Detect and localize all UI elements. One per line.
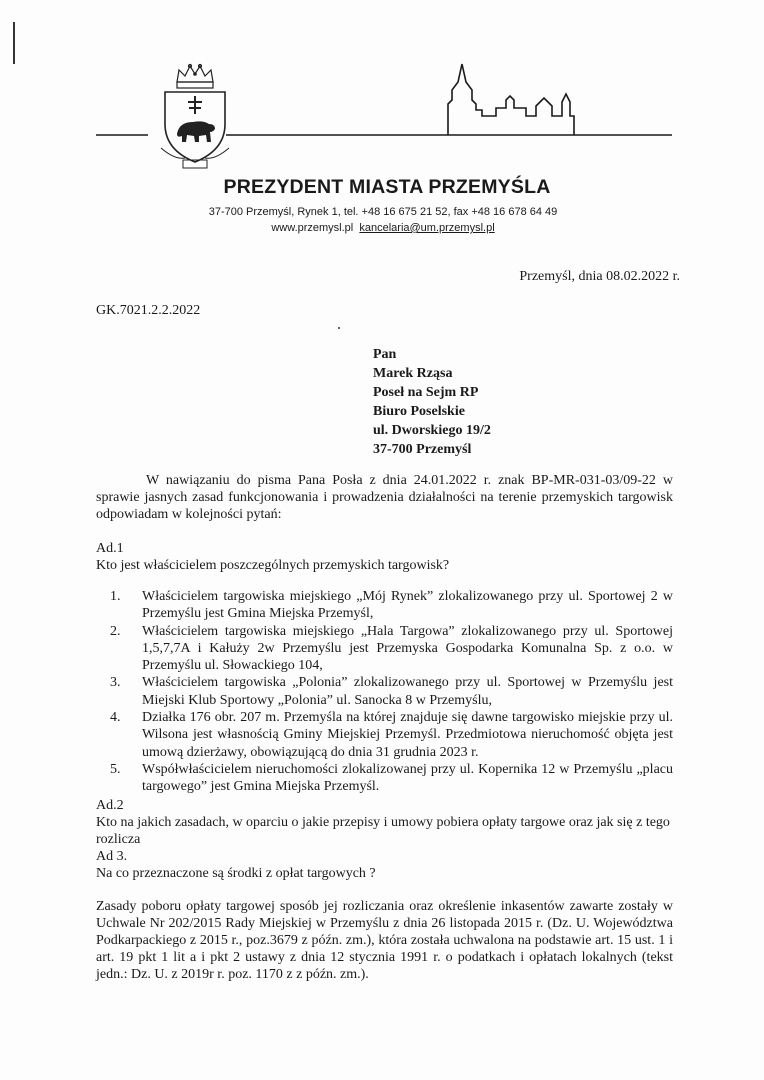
list-number: 3. — [110, 675, 121, 691]
letter-date: Przemyśl, dnia 08.02.2022 r. — [519, 269, 680, 284]
q2-question: Kto na jakich zasadach, w oparciu o jakie przepisy i umowy pobiera opłaty targowe oraz jak się z tego rozlicza — [96, 815, 670, 847]
q1-question: Kto jest właścicielem poszczególnych przemyskich targowisk? — [96, 558, 450, 573]
q3-question: Na co przeznaczone są środki z opłat targowych ? — [96, 866, 376, 881]
scan-edge-mark — [13, 22, 15, 64]
answer-paragraph: Zasady poboru opłaty targowej sposób jej rozliczania oraz określenie inkasentów zawarte zostały w Uchwale Nr 202/2015 Rady Miejskiej w Przemyślu z dnia 26 listopada 2015 r. (Dz. U. Województwa Podkarpackiego z 2015 r., poz.3679 z późn. zm.), która została uchwalona na podstawie art. 15 ust. 1 i art. 19 pkt 1 lit a i pkt 2 ustawy z dnia 12 stycznia 1991 r. o podatkach i opłatach lokalnych (tekst jedn.: Dz. U. z 2019r r. poz. 1170 z z późn. zm.). — [96, 899, 673, 982]
q3-label: Ad 3. — [96, 849, 128, 864]
website-link[interactable]: www.przemysl.pl — [271, 222, 354, 234]
recipient-line: Poseł na Sejm RP — [373, 385, 479, 400]
reference-number: GK.7021.2.2.2022 — [96, 303, 201, 318]
recipient-line: Marek Rząsa — [373, 366, 453, 381]
recipient-line: ul. Dworskiego 19/2 — [373, 423, 491, 438]
letterhead-contact — [0, 222, 764, 234]
city-skyline-icon — [96, 60, 672, 140]
list-number: 4. — [110, 710, 121, 726]
list-text: Właścicielem targowiska miejskiego „Mój Rynek” zlokalizowanego przy ul. Sportowej 2 w Przemyślu jest Gmina Miejska Przemyśl, — [142, 589, 673, 622]
recipient-line: Pan — [373, 347, 397, 362]
email-link[interactable]: kancelaria@um.przemysl.pl — [359, 222, 495, 234]
list-number: 5. — [110, 761, 121, 777]
list-item — [110, 709, 673, 761]
list-number: 2. — [110, 623, 121, 639]
list-number: 1. — [110, 589, 121, 604]
list-item — [110, 588, 673, 623]
list-text: Właścicielem targowiska miejskiego „Hala Targowa” zlokalizowanego przy ul. Sportowej 1,5,7,7A i Kałuży 2w Przemyślu jest Przemyska Gospodarka Komunalna Sp. z o.o. w Przemyślu ul. Słowackiego 104, — [142, 623, 673, 674]
list-item — [110, 623, 673, 675]
recipient-line: 37-700 Przemyśl — [373, 442, 472, 457]
letterhead-address: 37-700 Przemyśl, Rynek 1, tel. +48 16 675 21 52, fax +48 16 678 64 49 — [208, 206, 558, 218]
list-text: Współwłaścicielem nieruchomości zlokalizowanej przy ul. Kopernika 12 w Przemyślu „placu targowego” jest Gmina Miejska Przemyśl. — [142, 761, 673, 795]
recipient-address — [373, 345, 491, 459]
owners-list — [110, 588, 673, 796]
recipient-line: Biuro Poselskie — [373, 404, 465, 419]
list-item — [110, 674, 673, 709]
intro-paragraph: W nawiązaniu do pisma Pana Posła z dnia 24.01.2022 r. znak BP-MR-031-03/09-22 w sprawie jasnych zasad funkcjonowania i prowadzenia działalności na terenie przemyskich targowisk odpowiadam w kolejności pytań: — [96, 473, 673, 522]
scan-speck — [338, 327, 340, 329]
list-item — [110, 761, 673, 796]
list-text: Właścicielem targowiska „Polonia” zlokalizowanego przy ul. Sportowej w Przemyślu jest Miejski Klub Sportowy „Polonia” ul. Sanocka 8 w Przemyślu, — [142, 675, 673, 708]
q1-label: Ad.1 — [96, 541, 124, 556]
letterhead-title: PREZYDENT MIASTA PRZEMYŚLA — [223, 176, 551, 198]
q2-label: Ad.2 — [96, 798, 124, 813]
list-text: Działka 176 obr. 207 m. Przemyśla na której znajduje się dawne targowisko miejskie przy ul. Wilsona jest własnością Gminy Miejskiej Przemyśl. Przedmiotowa nieruchomość objęta jest umową dzierżawy, obowiązującą do dnia 31 grudnia 2023 r. — [142, 710, 673, 760]
